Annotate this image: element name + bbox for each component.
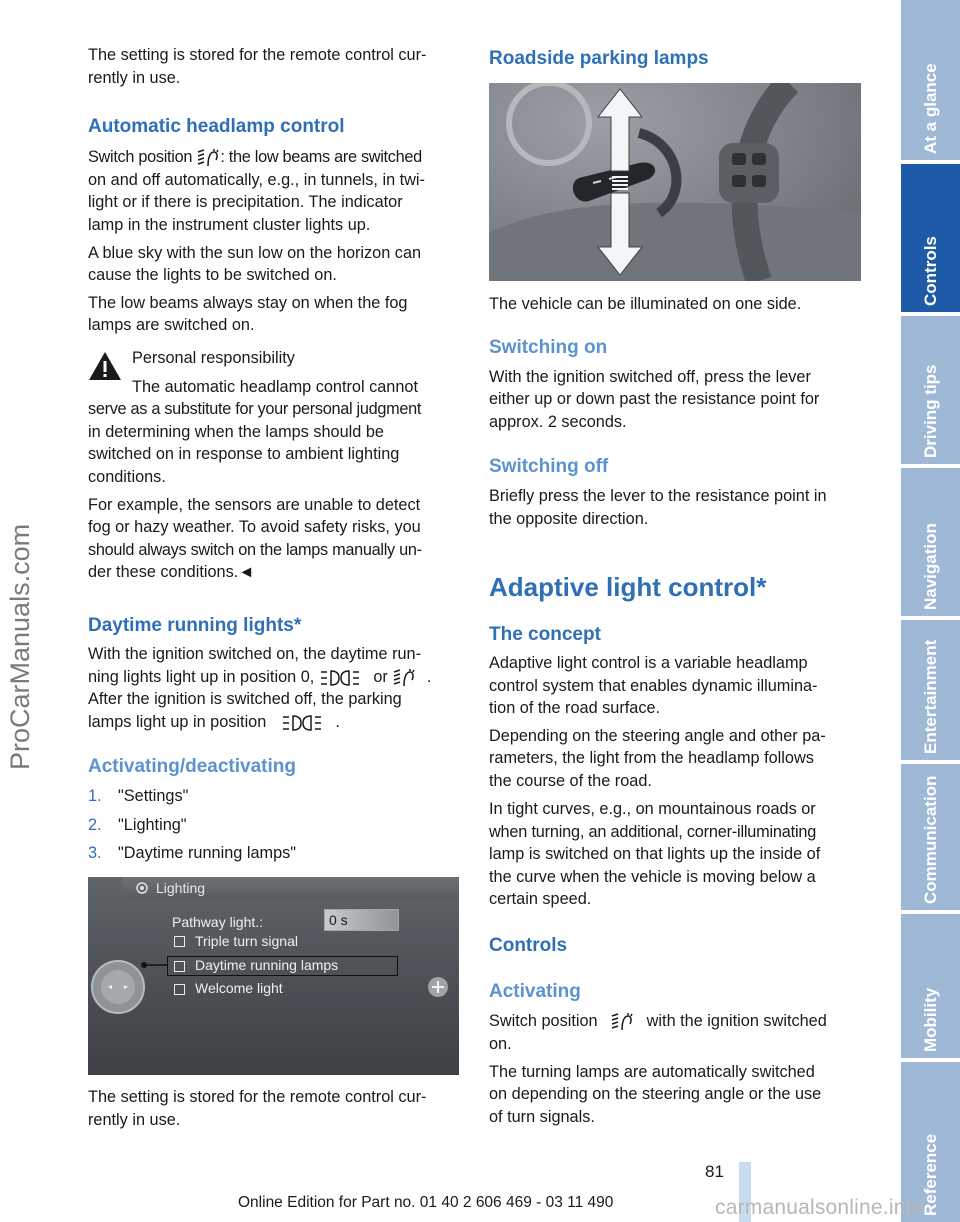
body-text: either up or down past the resistance point for	[489, 390, 820, 408]
heading-activating-deactivating: Activating/deactivating	[88, 756, 296, 777]
page-number: 81	[705, 1162, 724, 1181]
warning-title: Personal responsibility	[132, 349, 295, 367]
tab-entertainment[interactable]: Entertainment	[901, 620, 960, 760]
body-text: The automatic headlamp control cannot	[132, 378, 418, 396]
tab-navigation[interactable]: Navigation	[901, 468, 960, 616]
body-text: lamps are switched on.	[88, 316, 255, 334]
controller-knob-icon	[88, 955, 168, 1025]
automatic-headlamp-icon	[196, 148, 220, 168]
body-text: switched on in response to ambient lighting	[88, 445, 400, 463]
tab-mobility[interactable]: Mobility	[901, 914, 960, 1058]
body-text: the curve when the vehicle is moving below a	[489, 868, 816, 886]
steering-wheel-illustration	[489, 83, 861, 281]
option-welcome-light: Welcome light	[195, 980, 283, 996]
body-text: in determining when the lamps should be	[88, 423, 384, 441]
plus-icon	[426, 975, 450, 999]
body-text: Switch position : the low beams are switched	[88, 148, 422, 166]
settings-icon	[134, 881, 150, 895]
body-text: the course of the road.	[489, 772, 652, 790]
body-text: when turning, an additional, corner-illuminating	[489, 823, 817, 841]
lighting-menu-screenshot	[88, 877, 459, 1075]
automatic-headlamp-icon	[392, 668, 416, 688]
body-text: the opposite direction.	[489, 510, 649, 528]
body-text: A blue sky with the sun low on the horizon can	[88, 244, 422, 262]
checkbox-daytime	[174, 961, 185, 972]
heading-adaptive-light-control: Adaptive light control*	[489, 572, 767, 602]
heading-switching-on: Switching on	[489, 337, 608, 358]
body-text: Briefly press the lever to the resistance point in	[489, 487, 827, 505]
body-text: Switch position with the ignition switched	[489, 1012, 827, 1030]
body-text: fog or hazy weather. To avoid safety risks, you	[88, 518, 421, 536]
footer-edition: Online Edition for Part no. 01 40 2 606 469 - 03 11 490	[238, 1194, 614, 1211]
tab-reference[interactable]: Reference	[901, 1062, 960, 1222]
body-text: For example, the sensors are unable to detect	[88, 496, 421, 514]
pathway-value-box: 0 s	[324, 909, 399, 931]
body-text: The turning lamps are automatically switched	[489, 1063, 815, 1081]
body-text: conditions.	[88, 468, 166, 486]
body-text: should always switch on the lamps manually un-	[88, 541, 422, 559]
body-text: After the ignition is switched off, the parking	[88, 690, 402, 708]
heading-the-concept: The concept	[489, 624, 601, 645]
heading-roadside-parking-lamps: Roadside parking lamps	[489, 48, 709, 69]
body-text: In tight curves, e.g., on mountainous roads or	[489, 800, 816, 818]
body-text: rently in use.	[88, 69, 181, 87]
tab-controls[interactable]: Controls	[901, 164, 960, 312]
body-text: of turn signals.	[489, 1108, 595, 1126]
heading-controls: Controls	[489, 935, 568, 956]
body-text: With the ignition switched on, the daytime run-	[88, 645, 422, 663]
body-text: lamps light up in position .	[88, 713, 340, 731]
tab-at-a-glance[interactable]: At a glance	[901, 0, 960, 160]
list-item: 2. "Lighting"	[88, 816, 187, 834]
body-text: approx. 2 seconds.	[489, 413, 627, 431]
body-text: rently in use.	[88, 1111, 181, 1129]
tab-communication[interactable]: Communication	[901, 764, 960, 910]
body-text: serve as a substitute for your personal judgment	[88, 400, 422, 418]
automatic-headlamp-icon	[610, 1012, 634, 1032]
tab-driving-tips[interactable]: Driving tips	[901, 316, 960, 464]
body-text: cause the lights to be switched on.	[88, 266, 337, 284]
watermark-procarmanuals: ProCarManuals.com	[5, 523, 35, 770]
body-text: certain speed.	[489, 890, 592, 908]
watermark-carmanualsonline: carmanualsonline.info	[715, 1196, 924, 1219]
body-text: ning lights light up in position 0, or .	[88, 668, 432, 686]
checkbox-welcome	[174, 984, 185, 995]
body-text: lamp is switched on that lights up the inside of	[489, 845, 821, 863]
parking-lamps-icon	[281, 713, 323, 733]
warning-icon	[88, 350, 122, 382]
body-text: on depending on the steering angle or the use	[489, 1085, 822, 1103]
body-text: Depending on the steering angle and other pa-	[489, 727, 826, 745]
heading-switching-off: Switching off	[489, 456, 609, 477]
body-text: Adaptive light control is a variable headlamp	[489, 654, 808, 672]
list-item: 3. "Daytime running lamps"	[88, 844, 297, 862]
steering-lever-photo	[489, 83, 861, 281]
body-text: The vehicle can be illuminated on one side.	[489, 295, 802, 313]
body-text: With the ignition switched off, press the lever	[489, 368, 811, 386]
body-text: der these conditions.◄	[88, 563, 255, 581]
body-text: light or if there is precipitation. The indicator	[88, 193, 403, 211]
option-triple-turn-signal: Triple turn signal	[195, 933, 298, 949]
body-text: on and off automatically, e.g., in tunnels, in twi-	[88, 171, 425, 189]
body-text: tion of the road surface.	[489, 699, 661, 717]
list-item: 1. "Settings"	[88, 787, 189, 805]
pathway-light-label: Pathway light.:	[172, 914, 264, 930]
body-text: The setting is stored for the remote control cur-	[88, 46, 427, 64]
body-text: The setting is stored for the remote control cur-	[88, 1088, 427, 1106]
checkbox-triple-turn	[174, 936, 185, 947]
heading-daytime-running-lights: Daytime running lights*	[88, 615, 302, 636]
screen-header-title: Lighting	[156, 880, 206, 896]
body-text: lamp in the instrument cluster lights up.	[88, 216, 371, 234]
heading-automatic-headlamp-control: Automatic headlamp control	[88, 116, 345, 137]
body-text: The low beams always stay on when the fog	[88, 294, 408, 312]
body-text: rameters, the light from the headlamp follows	[489, 749, 814, 767]
parking-lamps-icon	[319, 668, 361, 688]
body-text: on.	[489, 1035, 512, 1053]
body-text: control system that enables dynamic illumina-	[489, 677, 818, 695]
heading-activating: Activating	[489, 981, 581, 1002]
up-down-arrow-icon	[595, 87, 645, 277]
option-daytime-running-lamps: Daytime running lamps	[195, 957, 339, 973]
chapter-tabs	[901, 0, 960, 1222]
